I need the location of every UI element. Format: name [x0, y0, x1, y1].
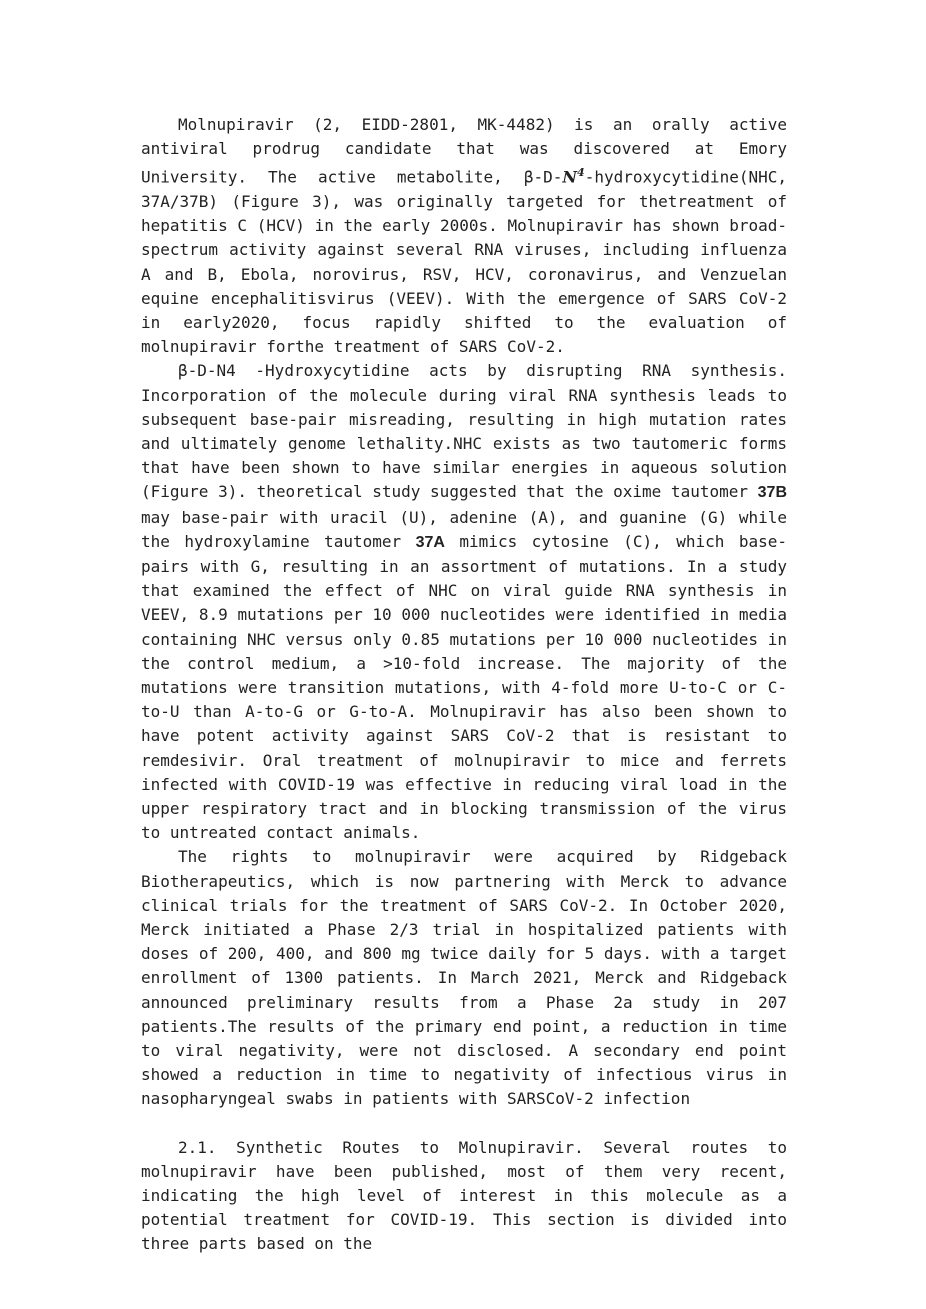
paragraph-2 — [141, 359, 787, 845]
p1-text-b: -hydroxycytidine(NHC, 37A/37B) (Figure 3), was originally targeted for thetreatment of hepatitis C (HCV) in the early 2000s. Molnupiravir has shown broad-spectrum activity against several RNA viruses, including influenza A and B, Ebola, norovirus, RSV, HCV, coronavirus, and Venzuelan equine encephalitisvirus (VEEV). With the emergence of SARS CoV-2 in early2020, focus rapidly shifted to the evaluation of molnupiravir forthe treatment of SARS CoV-2. — [141, 167, 787, 357]
paragraph-1 — [141, 113, 787, 359]
p2-text-c: mimics cytosine (C), which base-pairs with G, resulting in an assortment of mutations. In a study that examined the effect of NHC on viral guide RNA synthesis in VEEV, 8.9 mutations per 10 000 nucleotides were identified in media containing NHC versus only 0.85 mutations per 10 000 nucleotides in the control medium, a >10-fold increase. The majority of the mutations were transition mutations, with 4-fold more U-to-C or C-to-U than A-to-G or G-to-A. Molnupiravir has also been shown to have potent activity against SARS CoV-2 that is resistant to remdesivir. Oral treatment of molnupiravir to mice and ferrets infected with COVID-19 was effective in reducing viral load in the upper respiratory tract and in blocking transmission of the virus to untreated contact animals. — [141, 531, 787, 843]
p2-compound-37b: 37B — [757, 484, 787, 502]
document-body — [141, 113, 787, 1257]
p2-compound-37a: 37A — [415, 533, 445, 551]
p3-text: The rights to molnupiravir were acquired by Ridgeback Biotherapeutics, which is now partnering with Merck to advance clinical trials for the treatment of SARS CoV-2. In October 2020, Merck initiated a Phase 2/3 trial in hospitalized patients with doses of 200, 400, and 800 mg twice daily for 5 days. with a target enrollment of 1300 patients. In March 2021, Merck and Ridgeback announced preliminary results from a Phase 2a study in 207 patients.The results of the primary end point, a reduction in time to viral negativity, were not disclosed. A secondary end point showed a reduction in time to negativity of infectious virus in nasopharyngeal swabs in patients with SARSCoV-2 infection — [141, 847, 787, 1109]
p1-superscript-4: 4 — [577, 166, 585, 180]
p4-text: 2.1. Synthetic Routes to Molnupiravir. Several routes to molnupiravir have been published, most of them very recent, indicating the high level of interest in this molecule as a potential treatment for COVID-19. This section is divided into three parts based on the — [141, 1137, 787, 1254]
p1-text-a: Molnupiravir (2, EIDD-2801, MK-4482) is an orally active antiviral prodrug candidate that was discovered at Emory University. The active metabolite, β-D- — [141, 115, 787, 187]
p2-text-b: may base-pair with uracil (U), adenine (A), and guanine (G) while the hydroxylamine tautomer — [141, 507, 787, 551]
paragraph-3 — [141, 845, 787, 1111]
paragraph-4-section-2-1 — [141, 1136, 787, 1257]
p2-text-a: β-D-N4 -Hydroxycytidine acts by disrupting RNA synthesis. Incorporation of the molecule during viral RNA synthesis leads to subsequent base-pair misreading, resulting in high mutation rates and ultimately genome lethality.NHC exists as two tautomeric forms that have been shown to have similar energies in aqueous solution (Figure 3). theoretical study suggested that the oxime tautomer — [141, 361, 787, 502]
p1-italic-n: N — [562, 167, 578, 187]
